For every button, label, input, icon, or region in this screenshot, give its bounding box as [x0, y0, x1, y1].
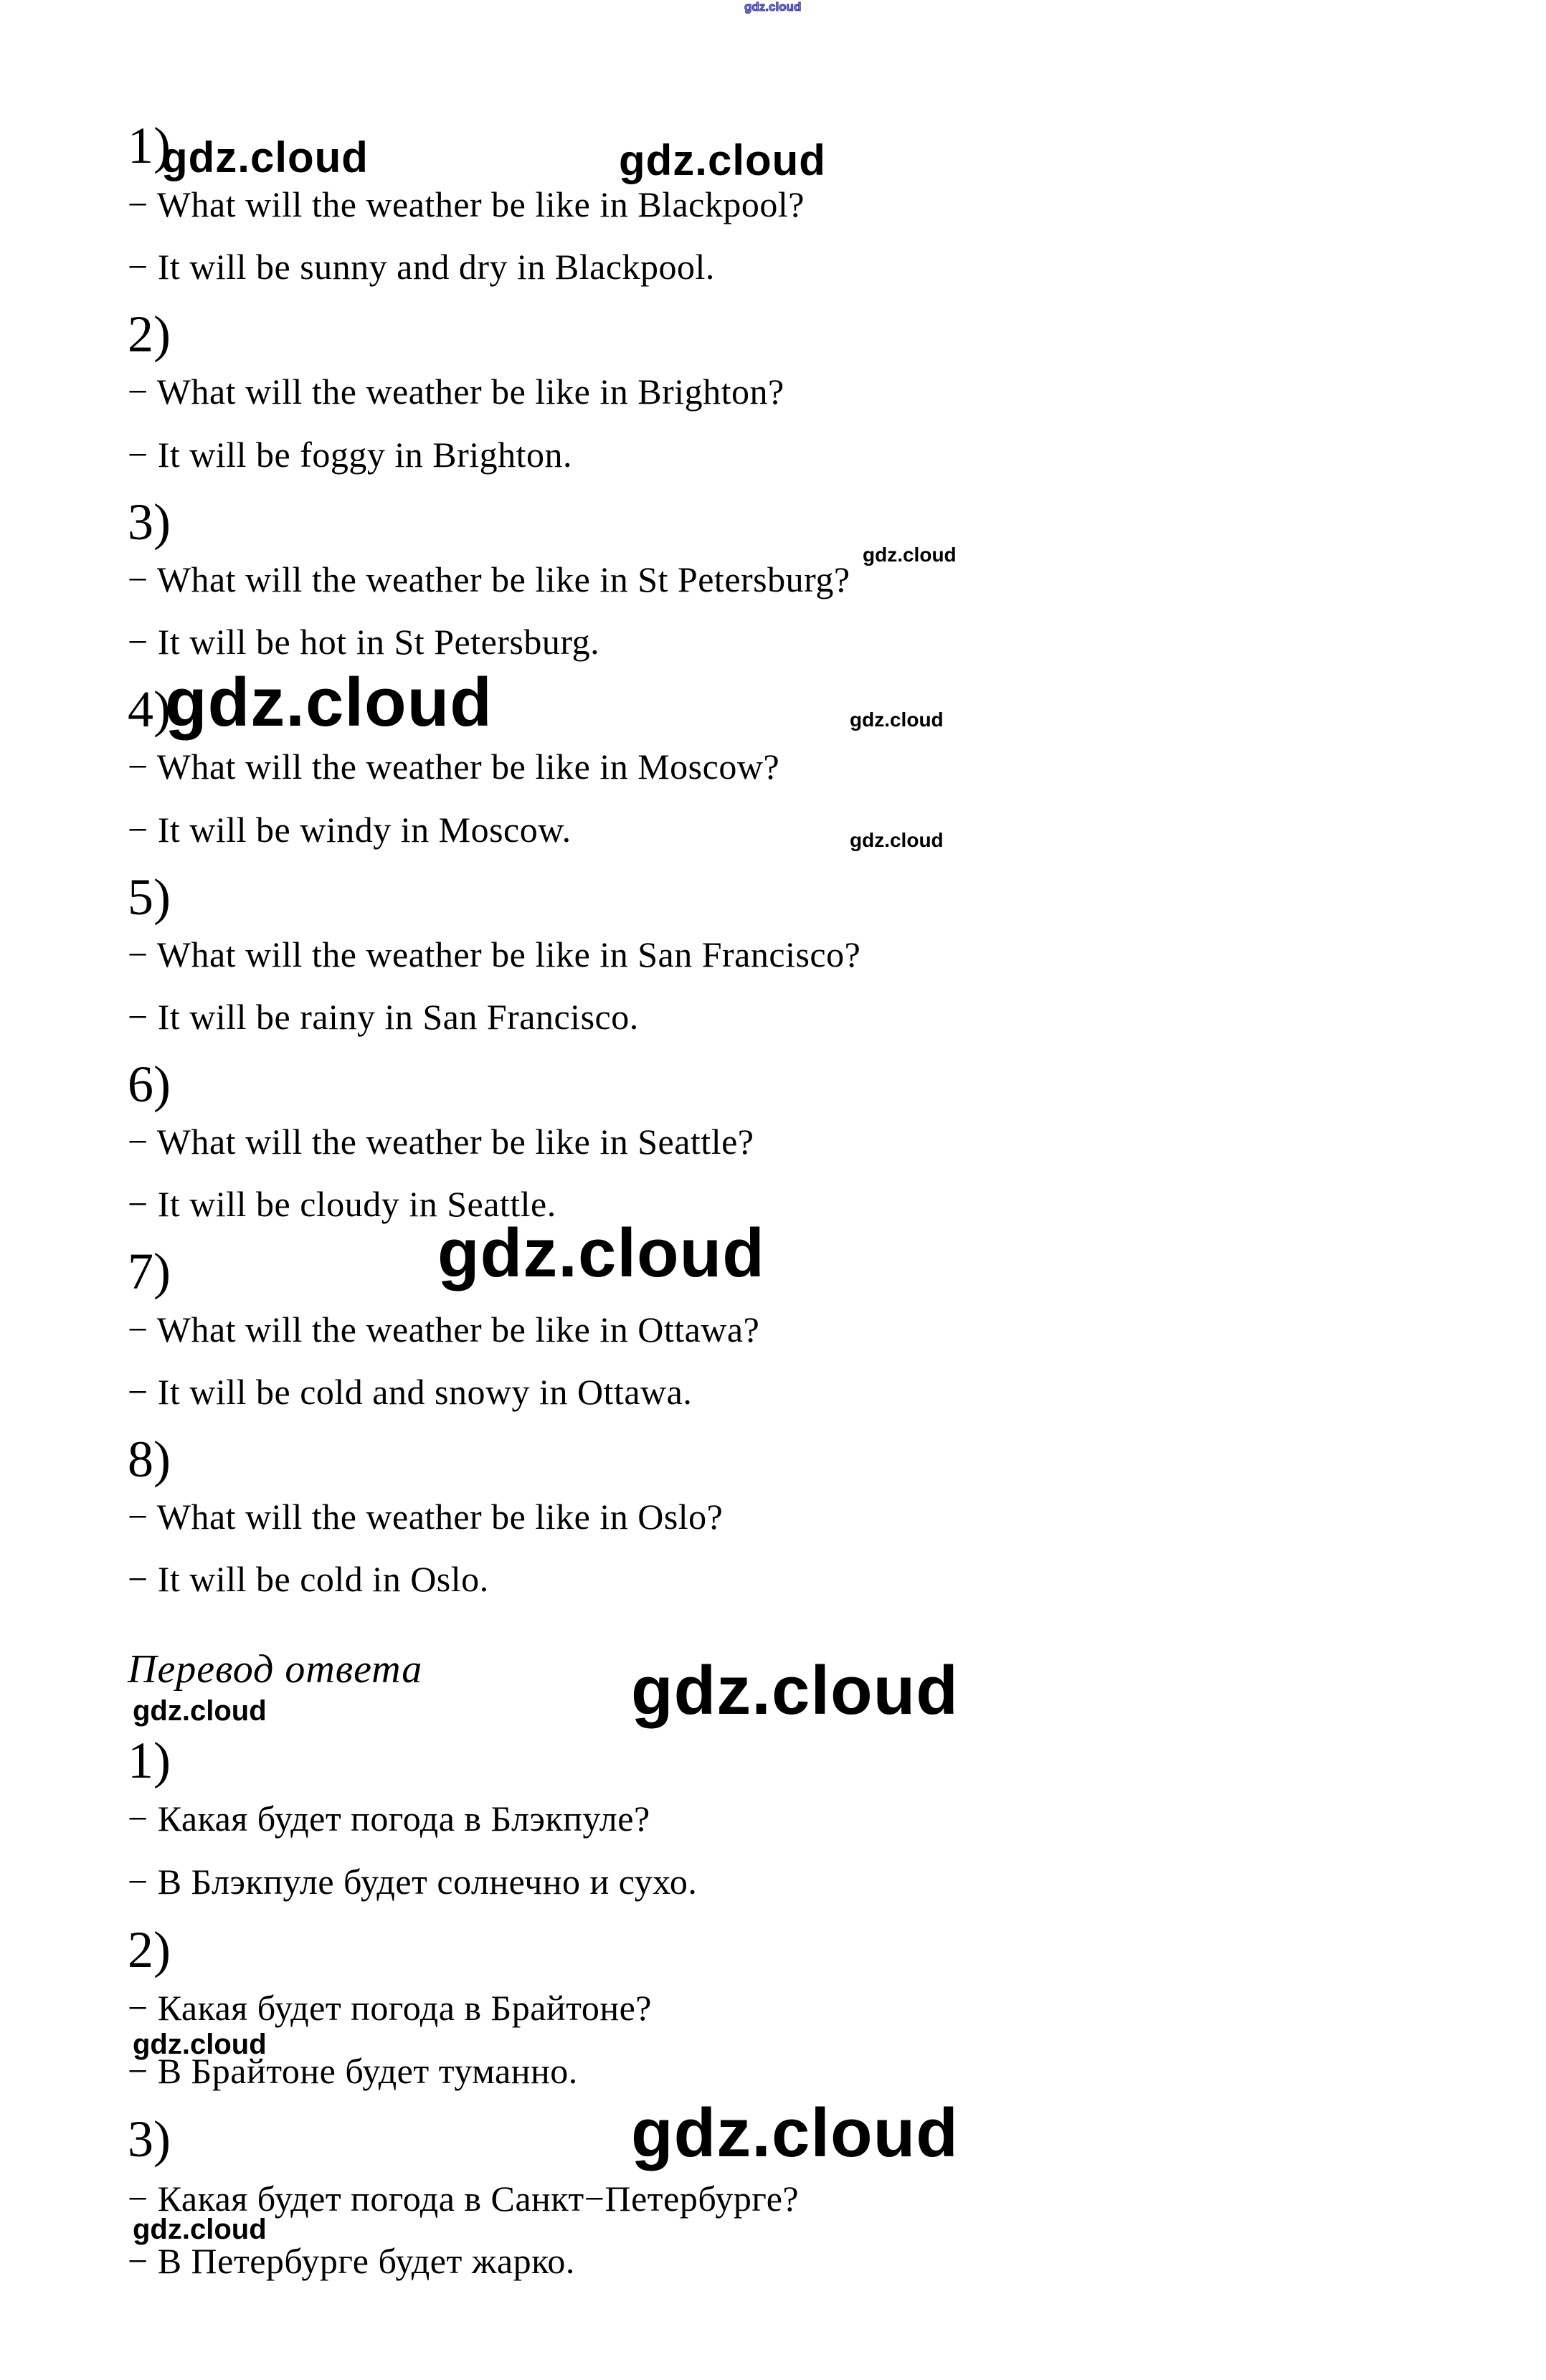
dialogue-answer: − It will be hot in St Petersburg.: [128, 622, 600, 662]
watermark-large: gdz.cloud: [631, 2095, 959, 2171]
watermark-inline: gdz.cloud: [161, 133, 369, 181]
watermark-small-bold: gdz.cloud: [133, 1695, 267, 1727]
watermark-small: gdz.cloud: [863, 544, 957, 566]
translation-question: − Какая будет погода в Санкт−Петербурге?: [128, 2178, 800, 2219]
dialogue-answer: − It will be foggy in Brighton.: [128, 435, 573, 475]
item-number: 3): [128, 2110, 171, 2168]
watermark-top-blue: gdz.cloud: [744, 0, 802, 14]
watermark-small-bold: gdz.cloud: [133, 2214, 267, 2245]
translation-answer: − В Петербурге будет жарко.: [128, 2241, 575, 2281]
item-number: 6): [128, 1056, 171, 1113]
watermark-small: gdz.cloud: [850, 829, 944, 851]
dialogue-answer: − It will be cold and snowy in Ottawa.: [128, 1372, 693, 1412]
dialogue-answer: − It will be windy in Moscow.: [128, 810, 572, 850]
dialogue-question: − What will the weather be like in Moscow?: [128, 746, 780, 787]
translation-question: − Какая будет погода в Блэкпуле?: [128, 1798, 650, 1839]
translation-question: − Какая будет погода в Брайтоне?: [128, 1988, 652, 2028]
dialogue-question: − What will the weather be like in Ottawa?: [128, 1309, 760, 1350]
translation-answer: − В Блэкпуле будет солнечно и сухо.: [128, 1862, 698, 1902]
item-number: 8): [128, 1431, 171, 1488]
item-number: 5): [128, 868, 171, 926]
dialogue-question: − What will the weather be like in St Petersburg?: [128, 559, 850, 599]
watermark-inline: gdz.cloud: [619, 136, 826, 184]
watermark-large: gdz.cloud: [631, 1652, 959, 1729]
item-number: 2): [128, 1921, 171, 1978]
dialogue-answer: − It will be cloudy in Seattle.: [128, 1184, 556, 1224]
dialogue-question: − What will the weather be like in Oslo?: [128, 1497, 724, 1537]
watermark-large: gdz.cloud: [437, 1215, 765, 1291]
dialogue-question: − What will the weather be like in Blackpool?: [128, 184, 805, 224]
item-number: 4): [128, 681, 171, 738]
watermark-large: gdz.cloud: [165, 664, 493, 741]
item-number: 2): [128, 305, 171, 363]
item-number: 1): [128, 117, 171, 174]
dialogue-answer: − It will be cold in Oslo.: [128, 1559, 489, 1599]
dialogue-answer: − It will be rainy in San Francisco.: [128, 997, 639, 1037]
translation-heading: Перевод ответа: [128, 1647, 423, 1692]
watermark-small: gdz.cloud: [850, 708, 944, 731]
translation-answer: − В Брайтоне будет туманно.: [128, 2051, 578, 2091]
dialogue-answer: − It will be sunny and dry in Blackpool.: [128, 247, 715, 287]
item-number: 1): [128, 1732, 171, 1789]
watermark-small-bold: gdz.cloud: [133, 2029, 267, 2060]
dialogue-question: − What will the weather be like in San Francisco?: [128, 934, 861, 975]
item-number: 7): [128, 1243, 171, 1300]
dialogue-question: − What will the weather be like in Brighton?: [128, 371, 784, 412]
item-number: 3): [128, 493, 171, 551]
dialogue-question: − What will the weather be like in Seattle?: [128, 1122, 754, 1162]
